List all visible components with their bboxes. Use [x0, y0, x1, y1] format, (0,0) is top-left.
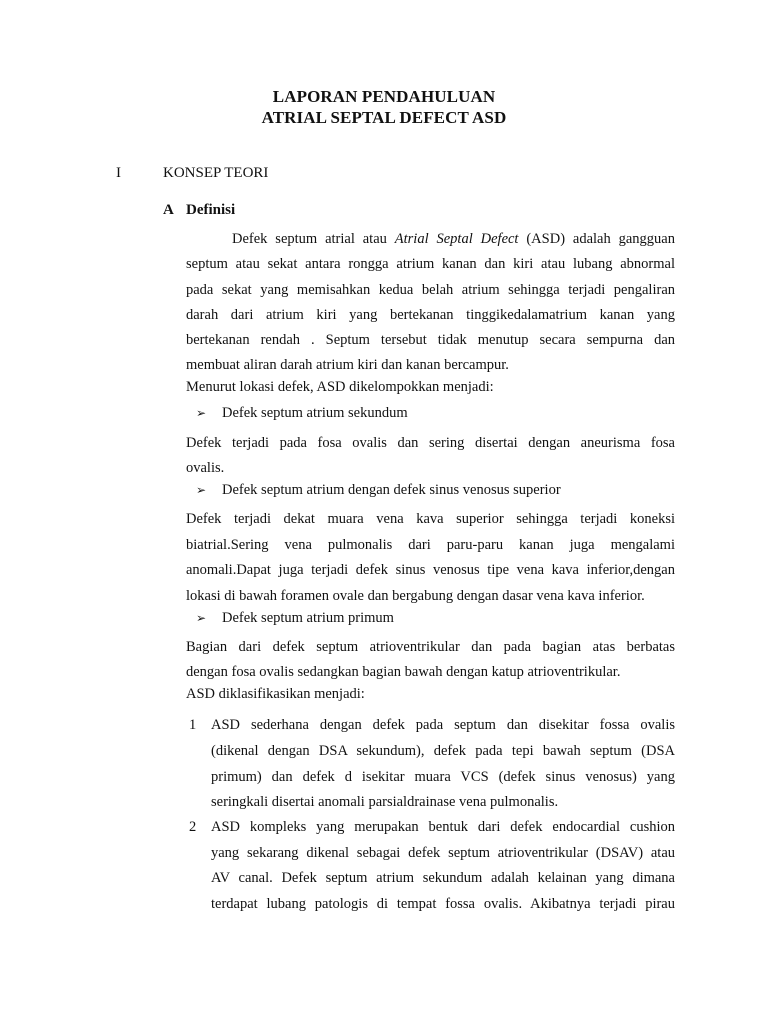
grouping-intro: Menurut lokasi defek, ASD dikelompokkan menjadi: [186, 379, 494, 395]
definition-line: darah dari atrium kiri yang bertekanan tinggikedalamatrium kanan yang [186, 306, 675, 323]
description-line: dengan fosa ovalis sedangkan bagian bawah dengan katup atrioventrikular. [186, 664, 621, 680]
description-line: Defek terjadi pada fosa ovalis dan sering disertai dengan aneurisma fosa [186, 435, 675, 451]
arrow-bullet-icon: ➢ [196, 406, 207, 420]
bullet-item-sinus-venosus [196, 482, 561, 499]
description-line: lokasi di bawah foramen ovale dan bergabung dengan dasar vena kava inferior. [186, 587, 645, 604]
definition-line: Defek septum atrial atau Atrial Septal Defect (ASD) adalah gangguan [232, 231, 675, 247]
item-number: 1 [189, 717, 197, 733]
bullet-item-sekundum [196, 405, 408, 422]
bullet3-description [186, 635, 675, 685]
item-number: 2 [189, 819, 197, 835]
description-line: Defek terjadi dekat muara vena kava superior sehingga terjadi koneksi [186, 511, 675, 527]
item-line: ASD kompleks yang merupakan bentuk dari defek endocardial cushion [211, 819, 675, 835]
section-number: I [116, 165, 121, 181]
item-body [211, 815, 675, 917]
bullet-label: Defek septum atrium dengan defek sinus venosus superior [222, 482, 561, 498]
definition-line: bertekanan rendah . Septum tersebut tidak menutup secara sempurna dan [186, 332, 675, 349]
bullet2-description [186, 507, 675, 609]
description-line: Bagian dari defek septum atrioventrikular dan pada bagian atas berbatas [186, 639, 675, 655]
item-line: (dikenal dengan DSA sekundum), defek pada tepi bawah septum (DSA [211, 742, 675, 759]
item-line: primum) dan defek d isekitar muara VCS (defek sinus venosus) yang [211, 768, 675, 785]
document-title-line1: LAPORAN PENDAHULUAN [272, 87, 496, 106]
bullet-item-primum [196, 610, 394, 627]
classification-intro: ASD diklasifikasikan menjadi: [186, 686, 365, 702]
item-body [211, 713, 675, 816]
subsection-letter: A [163, 202, 174, 218]
definition-line: pada sekat yang memisahkan kedua belah atrium sehingga terjadi pengaliran [186, 281, 675, 298]
description-line: anomali.Dapat juga terjadi defek sinus venosus tipe vena kava inferior,dengan [186, 562, 675, 579]
section-title: KONSEP TEORI [163, 165, 269, 181]
document-title-line2: ATRIAL SEPTAL DEFECT ASD [261, 108, 507, 127]
item-line: AV canal. Defek septum atrium sekundum adalah kelainan yang dimana [211, 870, 675, 886]
description-line: ovalis. [186, 460, 225, 476]
arrow-bullet-icon: ➢ [196, 483, 207, 497]
description-line: biatrial.Sering vena pulmonalis dari paru-paru kanan juga mengalami [186, 536, 675, 553]
bullet1-description [186, 431, 675, 481]
item-line: seringkali disertai anomali parsialdrainase vena pulmonalis. [211, 794, 559, 811]
item-line: ASD sederhana dengan defek pada septum dan disekitar fossa ovalis [211, 717, 675, 733]
arrow-bullet-icon: ➢ [196, 611, 207, 625]
subsection-title: Definisi [186, 202, 236, 218]
bullet-label: Defek septum atrium sekundum [222, 405, 408, 421]
item-line: terdapat lubang patologis di tempat fossa ovalis. Akibatnya terjadi pirau [211, 895, 675, 912]
definition-line: membuat aliran darah atrium kiri dan kanan bercampur. [186, 357, 509, 374]
bullet-label: Defek septum atrium primum [222, 610, 394, 626]
definition-paragraph [186, 227, 675, 379]
item-line: yang sekarang dikenal sebagai defek septum atrioventrikular (DSAV) atau [211, 844, 675, 861]
definition-line: septum atau sekat antara rongga atrium kanan dan kiri atau lubang abnormal [186, 256, 675, 273]
